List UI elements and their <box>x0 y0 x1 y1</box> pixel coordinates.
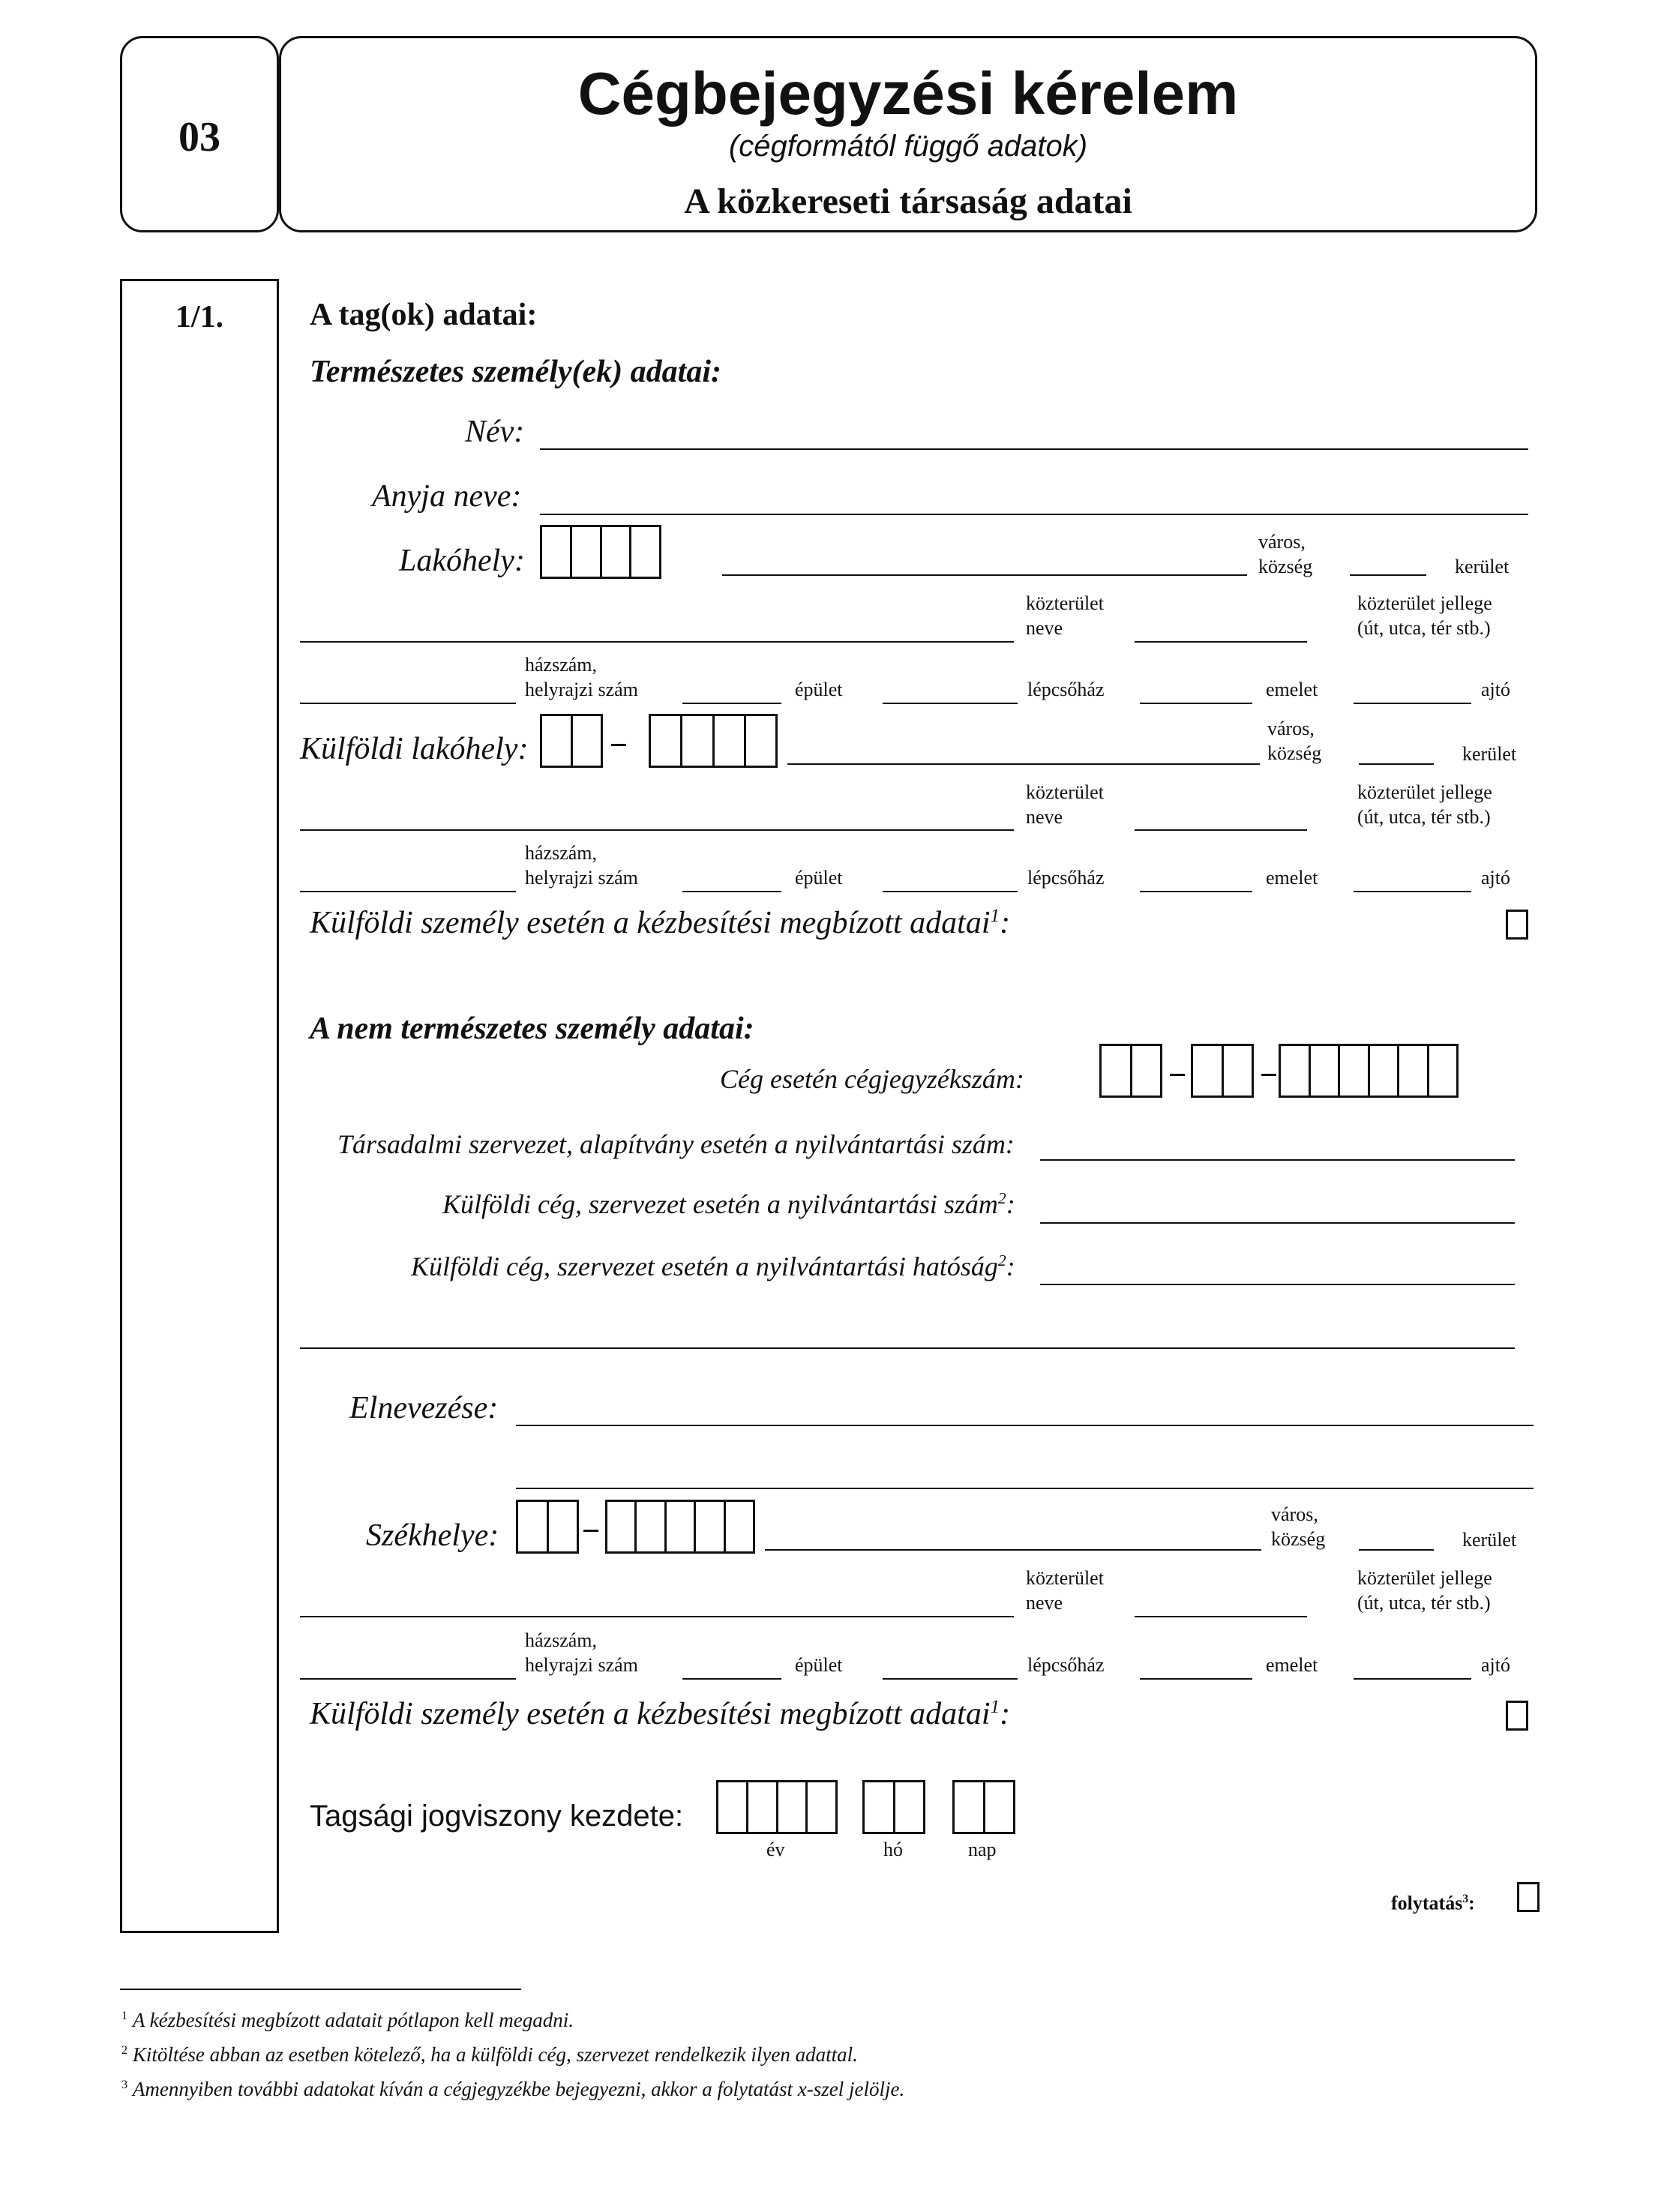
company-reg-number-boxes[interactable] <box>1279 1044 1459 1098</box>
house-number-label: házszám, helyrajzi szám <box>525 654 638 700</box>
legal-delivery-agent-label: Külföldi személy esetén a kézbesítési megbízott adatai$^1$: <box>310 1697 1011 1731</box>
seat-district-label: kerület <box>1462 1529 1517 1551</box>
membership-month-boxes[interactable] <box>862 1780 925 1834</box>
footnotes <box>121 2001 904 2104</box>
foreign-staircase-label: lépcsőház <box>1027 867 1105 889</box>
continuation-checkbox[interactable] <box>1517 1882 1540 1912</box>
delivery-agent-label: Külföldi személy esetén a kézbesítési megbízott adatai$^1$: <box>310 906 1011 940</box>
membership-day-boxes[interactable] <box>952 1780 1015 1834</box>
foreign-authority-field[interactable] <box>1040 1284 1515 1285</box>
page-subtitle: (cégformától függő adatok) <box>728 130 1088 163</box>
foreign-house-number-field[interactable] <box>300 891 516 892</box>
company-reg-court-boxes[interactable] <box>1099 1044 1162 1098</box>
district-field[interactable] <box>1350 574 1426 576</box>
delivery-agent-checkbox[interactable] <box>1506 910 1528 940</box>
building-field[interactable] <box>682 703 781 704</box>
seat-floor-field[interactable] <box>1140 1678 1252 1680</box>
company-reg-type-boxes[interactable] <box>1191 1044 1254 1098</box>
foreign-house-number-label: házszám, helyrajzi szám <box>525 842 638 889</box>
mother-name-field[interactable] <box>540 514 1528 515</box>
seat-building-field[interactable] <box>682 1678 781 1680</box>
name-label: Név: <box>465 415 525 449</box>
foreign-street-type-label: közterület jellege (út, utca, tér stb.) <box>1357 781 1492 828</box>
continuation-label: folytatás$^3$: <box>1391 1892 1475 1914</box>
foreign-building-field[interactable] <box>682 891 781 892</box>
dash <box>583 1530 598 1532</box>
footnote-3: $^3$ Amennyiben további adatokat kíván a cégjegyzékbe bejegyezni, akkor a folytatást x-szel jelölje. <box>121 2078 905 2100</box>
staircase-field[interactable] <box>883 703 1018 704</box>
seat-house-number-label: házszám, helyrajzi szám <box>525 1629 638 1676</box>
company-reg-label: Cég esetén cégjegyzékszám: <box>720 1064 1024 1094</box>
seat-door-field[interactable] <box>1354 1678 1471 1680</box>
foreign-door-field[interactable] <box>1354 891 1471 892</box>
org-reg-field[interactable] <box>1040 1159 1515 1161</box>
seat-street-name-field[interactable] <box>300 1616 1014 1617</box>
seat-country-code-boxes[interactable] <box>516 1500 579 1554</box>
seat-city-label: város, község <box>1271 1503 1326 1550</box>
entity-name-label: Elnevezése: <box>349 1391 499 1425</box>
foreign-reg-label: Külföldi cég, szervezet esetén a nyilvántartási szám$^2$: <box>442 1189 1015 1219</box>
membership-year-boxes[interactable] <box>716 1780 838 1834</box>
entity-name-field-2[interactable] <box>516 1488 1534 1489</box>
seat-street-type-field[interactable] <box>1135 1616 1307 1617</box>
foreign-street-type-field[interactable] <box>1135 829 1307 831</box>
foreign-residence-label: Külföldi lakóhely: <box>300 732 529 766</box>
foreign-authority-label: Külföldi cég, szervezet esetén a nyilvántartási hatóság$^2$: <box>411 1251 1015 1281</box>
name-field[interactable] <box>540 448 1528 450</box>
seat-district-field[interactable] <box>1359 1549 1434 1551</box>
seat-staircase-field[interactable] <box>883 1678 1018 1680</box>
legal-delivery-agent-checkbox[interactable] <box>1506 1701 1528 1731</box>
dash <box>1170 1074 1185 1076</box>
foreign-floor-field[interactable] <box>1140 891 1252 892</box>
day-label: nap <box>968 1839 997 1860</box>
residence-label: Lakóhely: <box>399 544 525 578</box>
seat-floor-label: emelet <box>1266 1654 1318 1676</box>
foreign-city-label: város, község <box>1267 718 1322 764</box>
foreign-building-label: épület <box>795 867 843 889</box>
header-box <box>279 36 1537 232</box>
seat-staircase-label: lépcsőház <box>1027 1654 1105 1676</box>
form-code-box <box>120 36 279 232</box>
street-type-field[interactable] <box>1135 641 1307 643</box>
form-code: 03 <box>178 114 220 160</box>
foreign-reg-field[interactable] <box>1040 1222 1515 1224</box>
district-label: kerület <box>1455 556 1510 577</box>
section-number-column <box>120 279 279 1933</box>
city-label: város, község <box>1258 531 1313 577</box>
section-number: 1/1. <box>175 300 224 334</box>
street-type-label: közterület jellege (út, utca, tér stb.) <box>1357 592 1492 639</box>
footnote-1: $^1$ A kézbesítési megbízott adatait pótlapon kell megadni. <box>121 2009 574 2031</box>
members-heading: A tag(ok) adatai: <box>310 298 538 332</box>
footnote-divider <box>120 1989 521 1990</box>
foreign-authority-field-2[interactable] <box>300 1347 1515 1349</box>
foreign-floor-label: emelet <box>1266 867 1318 889</box>
foreign-door-label: ajtó <box>1481 867 1510 889</box>
city-field[interactable] <box>722 574 1247 576</box>
street-name-field[interactable] <box>300 641 1014 643</box>
floor-field[interactable] <box>1140 703 1252 704</box>
seat-postal-code-boxes[interactable] <box>605 1500 755 1554</box>
foreign-country-code-boxes[interactable] <box>540 714 603 768</box>
door-field[interactable] <box>1354 703 1471 704</box>
foreign-staircase-field[interactable] <box>883 891 1018 892</box>
year-label: év <box>766 1839 785 1860</box>
seat-street-type-label: közterület jellege (út, utca, tér stb.) <box>1357 1567 1492 1614</box>
floor-label: emelet <box>1266 679 1318 700</box>
postal-code-boxes[interactable] <box>540 525 661 579</box>
street-name-label: közterület neve <box>1026 592 1104 639</box>
seat-city-field[interactable] <box>765 1549 1261 1551</box>
footnote-2: $^2$ Kitöltése abban az esetben kötelező, ha a külföldi cég, szervezet rendelkezik ilyen adattal. <box>121 2043 858 2066</box>
dash <box>1261 1074 1276 1076</box>
entity-name-field[interactable] <box>516 1425 1534 1426</box>
membership-start-label: Tagsági jogviszony kezdete: <box>310 1800 684 1833</box>
natural-person-heading: Természetes személy(ek) adatai: <box>310 355 721 389</box>
foreign-postal-code-boxes[interactable] <box>649 714 778 768</box>
staircase-label: lépcsőház <box>1027 679 1105 700</box>
seat-house-number-field[interactable] <box>300 1678 516 1680</box>
foreign-street-name-field[interactable] <box>300 829 1014 831</box>
foreign-district-label: kerület <box>1462 743 1517 765</box>
section-title: A közkereseti társaság adatai <box>684 181 1132 221</box>
seat-door-label: ajtó <box>1481 1654 1510 1676</box>
dash <box>611 744 626 746</box>
foreign-city-field[interactable] <box>787 763 1260 765</box>
month-label: hó <box>883 1839 903 1860</box>
mother-name-label: Anyja neve: <box>372 479 522 514</box>
legal-person-heading: A nem természetes személy adatai: <box>310 1012 754 1046</box>
door-label: ajtó <box>1481 679 1510 700</box>
seat-label: Székhelye: <box>366 1518 499 1553</box>
page-title: Cégbejegyzési kérelem <box>577 60 1239 127</box>
house-number-field[interactable] <box>300 703 516 704</box>
foreign-street-name-label: közterület neve <box>1026 781 1104 828</box>
seat-building-label: épület <box>795 1654 843 1676</box>
foreign-district-field[interactable] <box>1359 763 1434 765</box>
org-reg-label: Társadalmi szervezet, alapítvány esetén a nyilvántartási szám: <box>337 1129 1015 1159</box>
building-label: épület <box>795 679 843 700</box>
seat-street-name-label: közterület neve <box>1026 1567 1104 1614</box>
